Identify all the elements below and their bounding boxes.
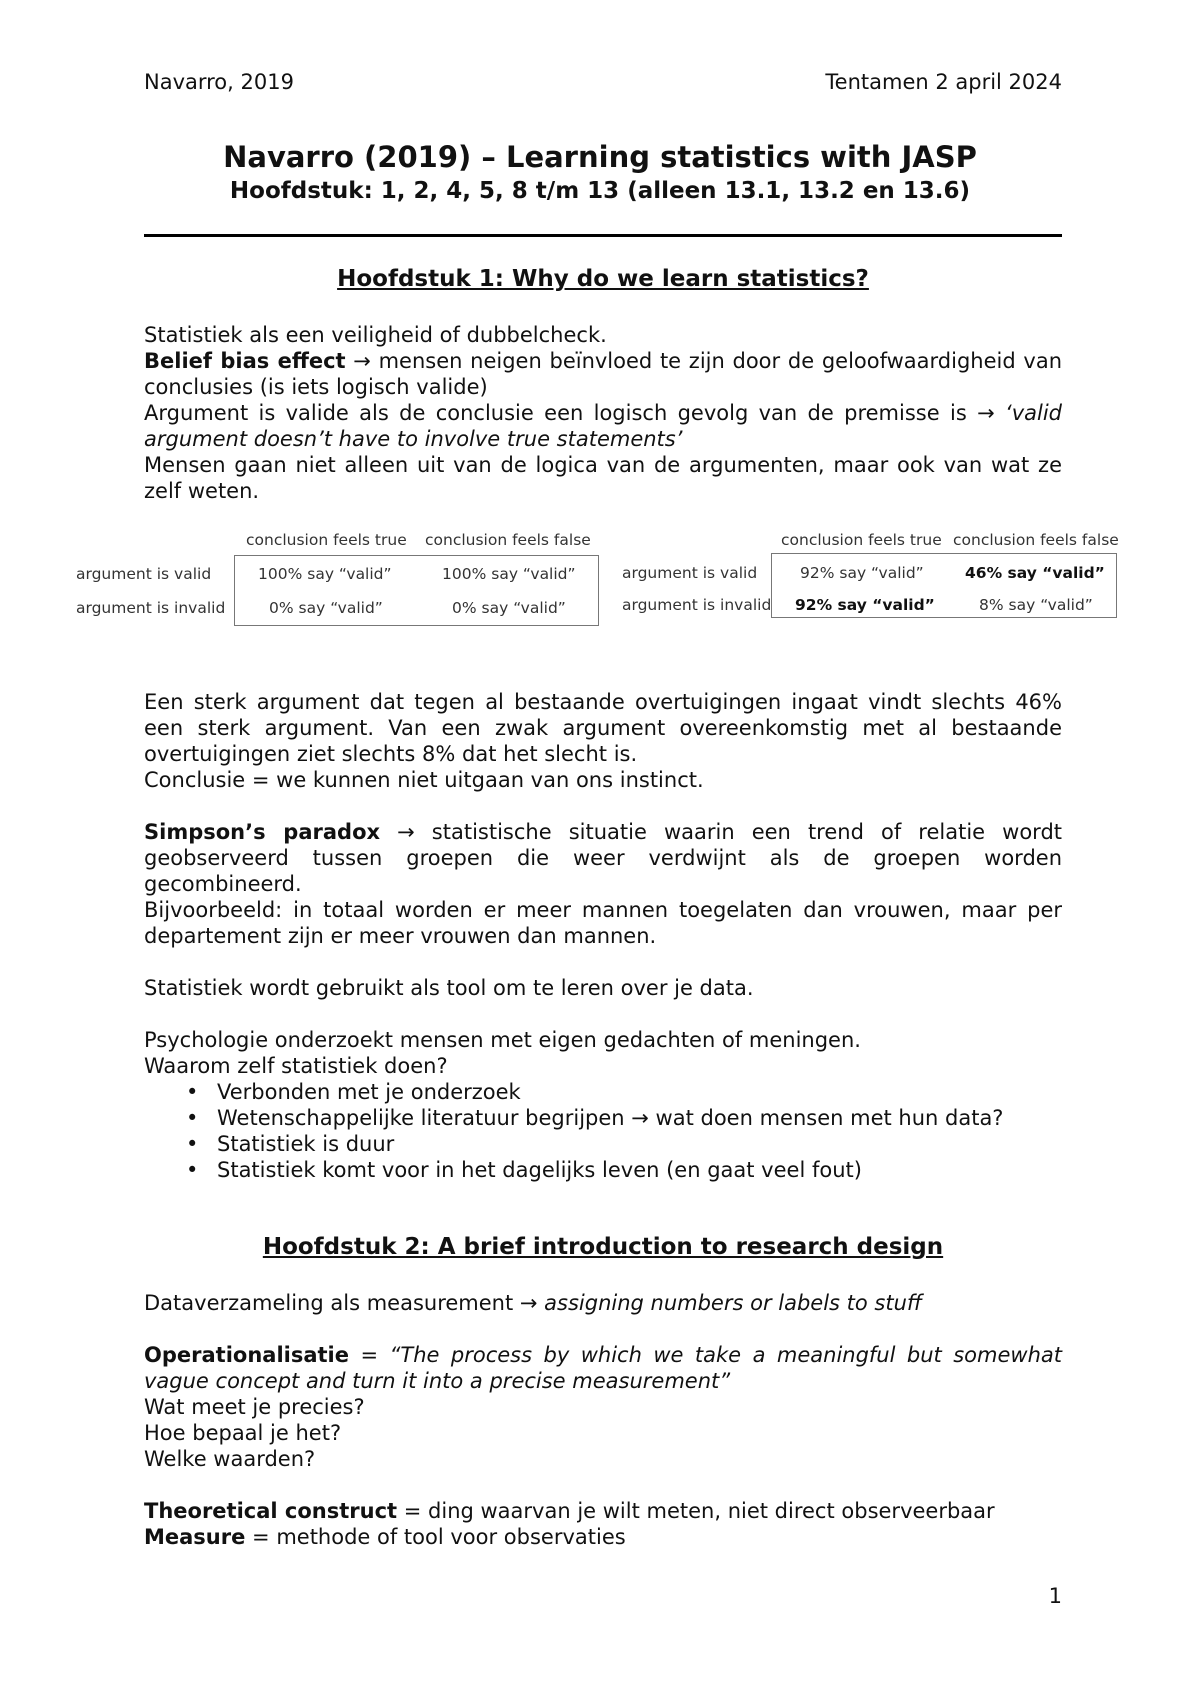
operationalisation-term: Operationalisatie [144,1343,349,1367]
table2-r2c1: 92% say “valid” [795,596,935,614]
logic-paragraph: Mensen gaan niet alleen uit van de logica van de argumenten, maar ook van wat ze zelf weten. [144,453,1062,503]
table1-r2c1: 0% say “valid” [269,599,383,617]
reasons-list [144,1079,1062,1183]
document-subtitle: Hoofdstuk: 1, 2, 4, 5, 8 t/m 13 (alleen 13.1, 13.2 en 13.6) [229,178,971,204]
psychology-line: Psychologie onderzoekt mensen met eigen gedachten of meningen. [144,1028,861,1052]
table2-r2c2: 8% say “valid” [979,596,1093,614]
question-2: Hoe bepaal je het? [144,1421,342,1445]
table2-col-false: conclusion feels false [953,531,1119,549]
table1-r2c2: 0% say “valid” [452,599,566,617]
measure-term: Measure [144,1525,246,1549]
list-item: • Verbonden met je onderzoek [144,1079,1062,1105]
tool-line: Statistiek wordt gebruikt als tool om te leren over je data. [144,976,754,1000]
table1-col-false: conclusion feels false [425,531,591,549]
conclusion-line: Conclusie = we kunnen niet uitgaan van ons instinct. [144,768,704,792]
table2-col-true: conclusion feels true [781,531,942,549]
simpson-example: Bijvoorbeeld: in totaal worden er meer mannen toegelaten dan vrouwen, maar per departement zijn er meer vrouwen dan mannen. [144,898,1062,948]
table1-col-true: conclusion feels true [246,531,407,549]
question-3: Welke waarden? [144,1447,316,1471]
list-item: • Statistiek komt voor in het dagelijks leven (en gaat veel fout) [144,1157,1062,1183]
operationalisation-eq: = [349,1343,390,1367]
table1-r1c2: 100% say “valid” [442,565,576,583]
argument-quote: ‘valid argument doesn’t have to involve true statements’ [144,401,1062,451]
table1-row-valid: argument is valid [76,565,212,583]
table2-r1c1: 92% say “valid” [800,564,924,582]
belief-bias-term: Belief bias effect [144,349,346,373]
chapter-2-body [144,1290,1062,1550]
question-1: Wat meet je precies? [144,1395,365,1419]
theoretical-construct-line [144,1498,1062,1524]
chapter-1-intro [144,322,1062,504]
belief-bias-text: → mensen neigen beïnvloed te zijn door de geloofwaardigheid van conclusies (is iets logisch valide) [144,349,1063,399]
simpson-text: → statistische situatie waarin een trend of relatie wordt geobserveerd tussen groepen die weer verdwijnt als de groepen worden gecombineerd. [144,820,1063,896]
page-number: 1 [1048,1584,1062,1608]
data-collection-line [144,1290,1062,1316]
measure-text: = methode of tool voor observaties [245,1525,626,1549]
data-collection-text: Dataverzameling als measurement → [144,1291,545,1315]
table2-row-invalid: argument is invalid [622,596,772,614]
theoretical-construct-term: Theoretical construct [144,1499,398,1523]
theoretical-construct-text: = ding waarvan je wilt meten, niet direct observeerbaar [397,1499,995,1523]
argument-paragraph [144,400,1062,452]
operationalisation-quote: “The process by which we take a meaningful but somewhat vague concept and turn it into a precise measurement” [144,1343,1062,1393]
strong-argument-paragraph: Een sterk argument dat tegen al bestaande overtuigingen ingaat vindt slechts 46% een sterk argument. Van een zwak argument overeenkomstig met al bestaande overtuigingen ziet slechts 8% dat het slecht is. [144,690,1062,766]
table2-row-valid: argument is valid [622,564,758,582]
why-line: Waarom zelf statistiek doen? [144,1054,448,1078]
argument-text: Argument is valide als de conclusie een logisch gevolg van de premisse is → [144,401,1006,425]
chapter-2-heading: Hoofdstuk 2: A brief introduction to research design [262,1234,944,1260]
belief-bias-paragraph [144,348,1062,400]
document-title: Navarro (2019) – Learning statistics with JASP [223,140,977,174]
simpson-term: Simpson’s paradox [144,820,381,844]
belief-bias-tables [68,530,1140,650]
operationalisation-paragraph [144,1342,1062,1394]
simpson-paragraph [144,819,1062,897]
table2-r1c2: 46% say “valid” [965,564,1105,582]
title-rule [144,234,1062,237]
header-left: Navarro, 2019 [144,70,294,94]
measure-line [144,1524,1062,1550]
data-collection-italic: assigning numbers or labels to stuff [544,1291,923,1315]
chapter-1-heading: Hoofdstuk 1: Why do we learn statistics? [337,266,869,292]
chapter-1-body [144,689,1062,1183]
header-right: Tentamen 2 april 2024 [825,70,1062,94]
table1-r1c1: 100% say “valid” [258,565,392,583]
intro-line: Statistiek als een veiligheid of dubbelcheck. [144,323,607,347]
list-item: • Statistiek is duur [144,1131,1062,1157]
list-item: • Wetenschappelijke literatuur begrijpen → wat doen mensen met hun data? [144,1105,1062,1131]
table1-row-invalid: argument is invalid [76,599,226,617]
